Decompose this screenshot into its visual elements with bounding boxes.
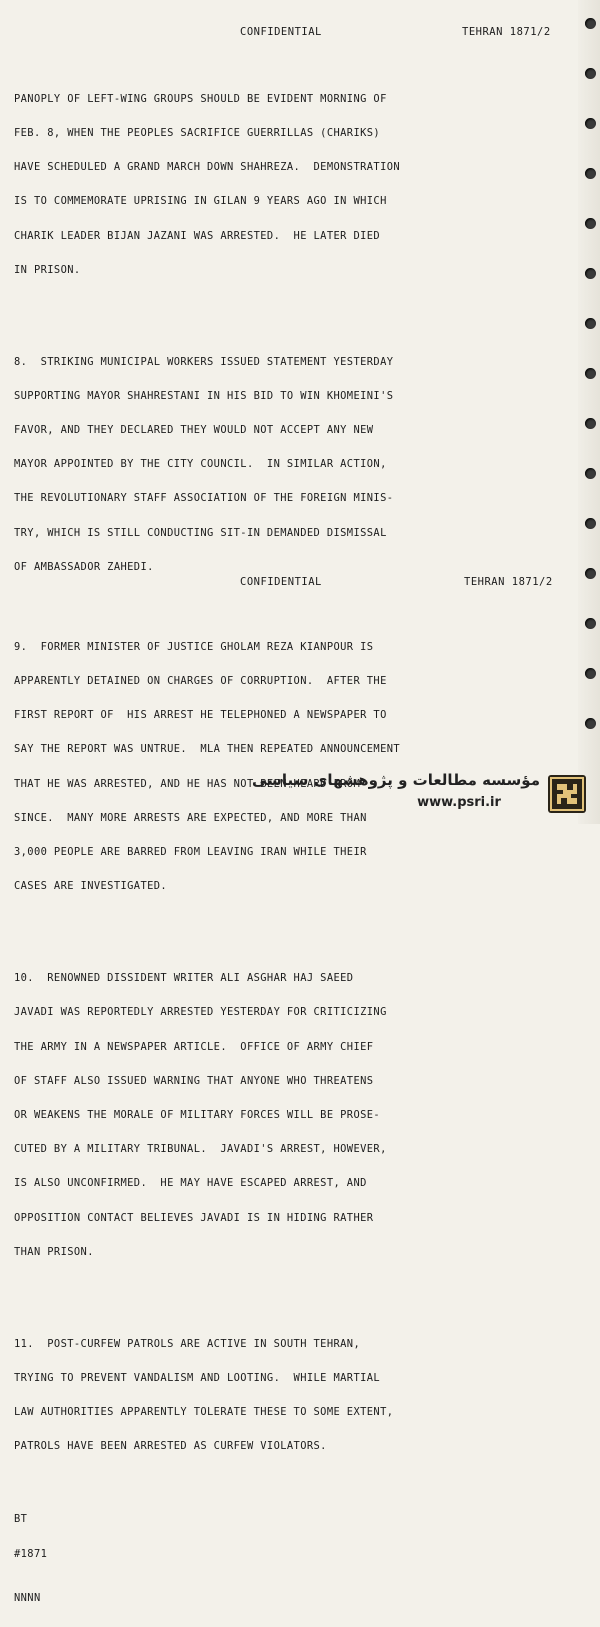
perforation-hole (585, 718, 596, 729)
header-classification: CONFIDENTIAL (240, 26, 322, 38)
perforation-hole (585, 618, 596, 629)
text-line: FAVOR, AND THEY DECLARED THEY WOULD NOT ACCEPT ANY NEW (14, 424, 374, 436)
text-line: 10. RENOWNED DISSIDENT WRITER ALI ASGHAR HAJ SAEED (14, 972, 354, 985)
text-line: LAW AUTHORITIES APPARENTLY TOLERATE THESE TO SOME EXTENT, (14, 1406, 394, 1419)
perforation-hole (585, 368, 596, 379)
bt-marker: BT (14, 1513, 28, 1526)
text-line: THAT HE WAS ARRESTED, AND HE HAS NOT BEEN HEARD FROM (14, 777, 361, 790)
perforation-hole (585, 218, 596, 229)
text-line: OF STAFF ALSO ISSUED WARNING THAT ANYONE WHO THREATENS (14, 1074, 374, 1087)
text-line: 8. STRIKING MUNICIPAL WORKERS ISSUED STATEMENT YESTERDAY (14, 355, 394, 368)
perforation-hole (585, 268, 596, 279)
message-number: #1871 (14, 1547, 48, 1560)
cable-body (14, 48, 569, 1627)
text-line: IN PRISON. (14, 263, 81, 276)
paragraph-8 (14, 334, 569, 596)
text-line: IS ALSO UNCONFIRMED. HE MAY HAVE ESCAPED ARREST, AND (14, 1177, 367, 1190)
text-line: CUTED BY A MILITARY TRIBUNAL. JAVADI'S ARREST, HOWEVER, (14, 1143, 387, 1156)
footer-reference: TEHRAN 1871/2 (464, 576, 553, 588)
text-line: 11. POST-CURFEW PATROLS ARE ACTIVE IN SOUTH TEHRAN, (14, 1337, 361, 1350)
text-line: JAVADI WAS REPORTEDLY ARRESTED YESTERDAY FOR CRITICIZING (14, 1006, 387, 1019)
text-line: 9. FORMER MINISTER OF JUSTICE GHOLAM REZA KIANPOUR IS (14, 640, 374, 653)
paragraph-7-continued (14, 71, 569, 299)
perforation-hole (585, 468, 596, 479)
paragraph-9 (14, 619, 569, 916)
text-line: SUPPORTING MAYOR SHAHRESTANI IN HIS BID TO WIN KHOMEINI'S (14, 389, 394, 402)
perforation-hole (585, 518, 596, 529)
text-line: 3,000 PEOPLE ARE BARRED FROM LEAVING IRAN WHILE THEIR (14, 846, 367, 859)
perforation-hole (585, 18, 596, 29)
institute-logo-icon (548, 775, 586, 813)
text-line: PATROLS HAVE BEEN ARRESTED AS CURFEW VIOLATORS. (14, 1440, 327, 1453)
paragraph-11 (14, 1316, 569, 1476)
text-line: IS TO COMMEMORATE UPRISING IN GILAN 9 YEARS AGO IN WHICH (14, 195, 387, 208)
header-reference: TEHRAN 1871/2 (462, 26, 551, 38)
end-marker: NNNN (14, 1591, 41, 1604)
text-line: APPARENTLY DETAINED ON CHARGES OF CORRUPTION. AFTER THE (14, 674, 387, 687)
footer-classification: CONFIDENTIAL (240, 576, 322, 588)
text-line: THE ARMY IN A NEWSPAPER ARTICLE. OFFICE OF ARMY CHIEF (14, 1040, 374, 1053)
perforated-edge (578, 0, 600, 824)
text-line: SINCE. MANY MORE ARRESTS ARE EXPECTED, AND MORE THAN (14, 811, 367, 824)
watermark-institute-name: مؤسسه مطالعات و پژوهشهای سیاسی (251, 771, 540, 789)
text-line: THAN PRISON. (14, 1245, 94, 1258)
perforation-hole (585, 418, 596, 429)
paragraph-10 (14, 950, 569, 1281)
text-line: OR WEAKENS THE MORALE OF MILITARY FORCES WILL BE PROSE- (14, 1108, 381, 1121)
text-line: CHARIK LEADER BIJAN JAZANI WAS ARRESTED. HE LATER DIED (14, 229, 381, 242)
text-line: FIRST REPORT OF HIS ARREST HE TELEPHONED A NEWSPAPER TO (14, 709, 387, 722)
text-line: OF AMBASSADOR ZAHEDI. (14, 560, 154, 573)
text-line: SAY THE REPORT WAS UNTRUE. MLA THEN REPEATED ANNOUNCEMENT (14, 743, 401, 756)
perforation-hole (585, 668, 596, 679)
perforation-hole (585, 568, 596, 579)
text-line: MAYOR APPOINTED BY THE CITY COUNCIL. IN SIMILAR ACTION, (14, 458, 387, 471)
text-line: THE REVOLUTIONARY STAFF ASSOCIATION OF THE FOREIGN MINIS- (14, 492, 394, 505)
text-line: CASES ARE INVESTIGATED. (14, 880, 168, 893)
watermark-url: www.psri.ir (417, 795, 501, 810)
text-line: PANOPLY OF LEFT-WING GROUPS SHOULD BE EVIDENT MORNING OF (14, 92, 387, 105)
text-line: TRYING TO PREVENT VANDALISM AND LOOTING. WHILE MARTIAL (14, 1371, 381, 1384)
text-line: FEB. 8, WHEN THE PEOPLES SACRIFICE GUERRILLAS (CHARIKS) (14, 126, 381, 139)
text-line: HAVE SCHEDULED A GRAND MARCH DOWN SHAHREZA. DEMONSTRATION (14, 161, 401, 174)
perforation-hole (585, 68, 596, 79)
perforation-hole (585, 118, 596, 129)
text-line: TRY, WHICH IS STILL CONDUCTING SIT-IN DEMANDED DISMISSAL (14, 526, 387, 539)
perforation-hole (585, 168, 596, 179)
perforation-hole (585, 318, 596, 329)
text-line: OPPOSITION CONTACT BELIEVES JAVADI IS IN HIDING RATHER (14, 1211, 374, 1224)
